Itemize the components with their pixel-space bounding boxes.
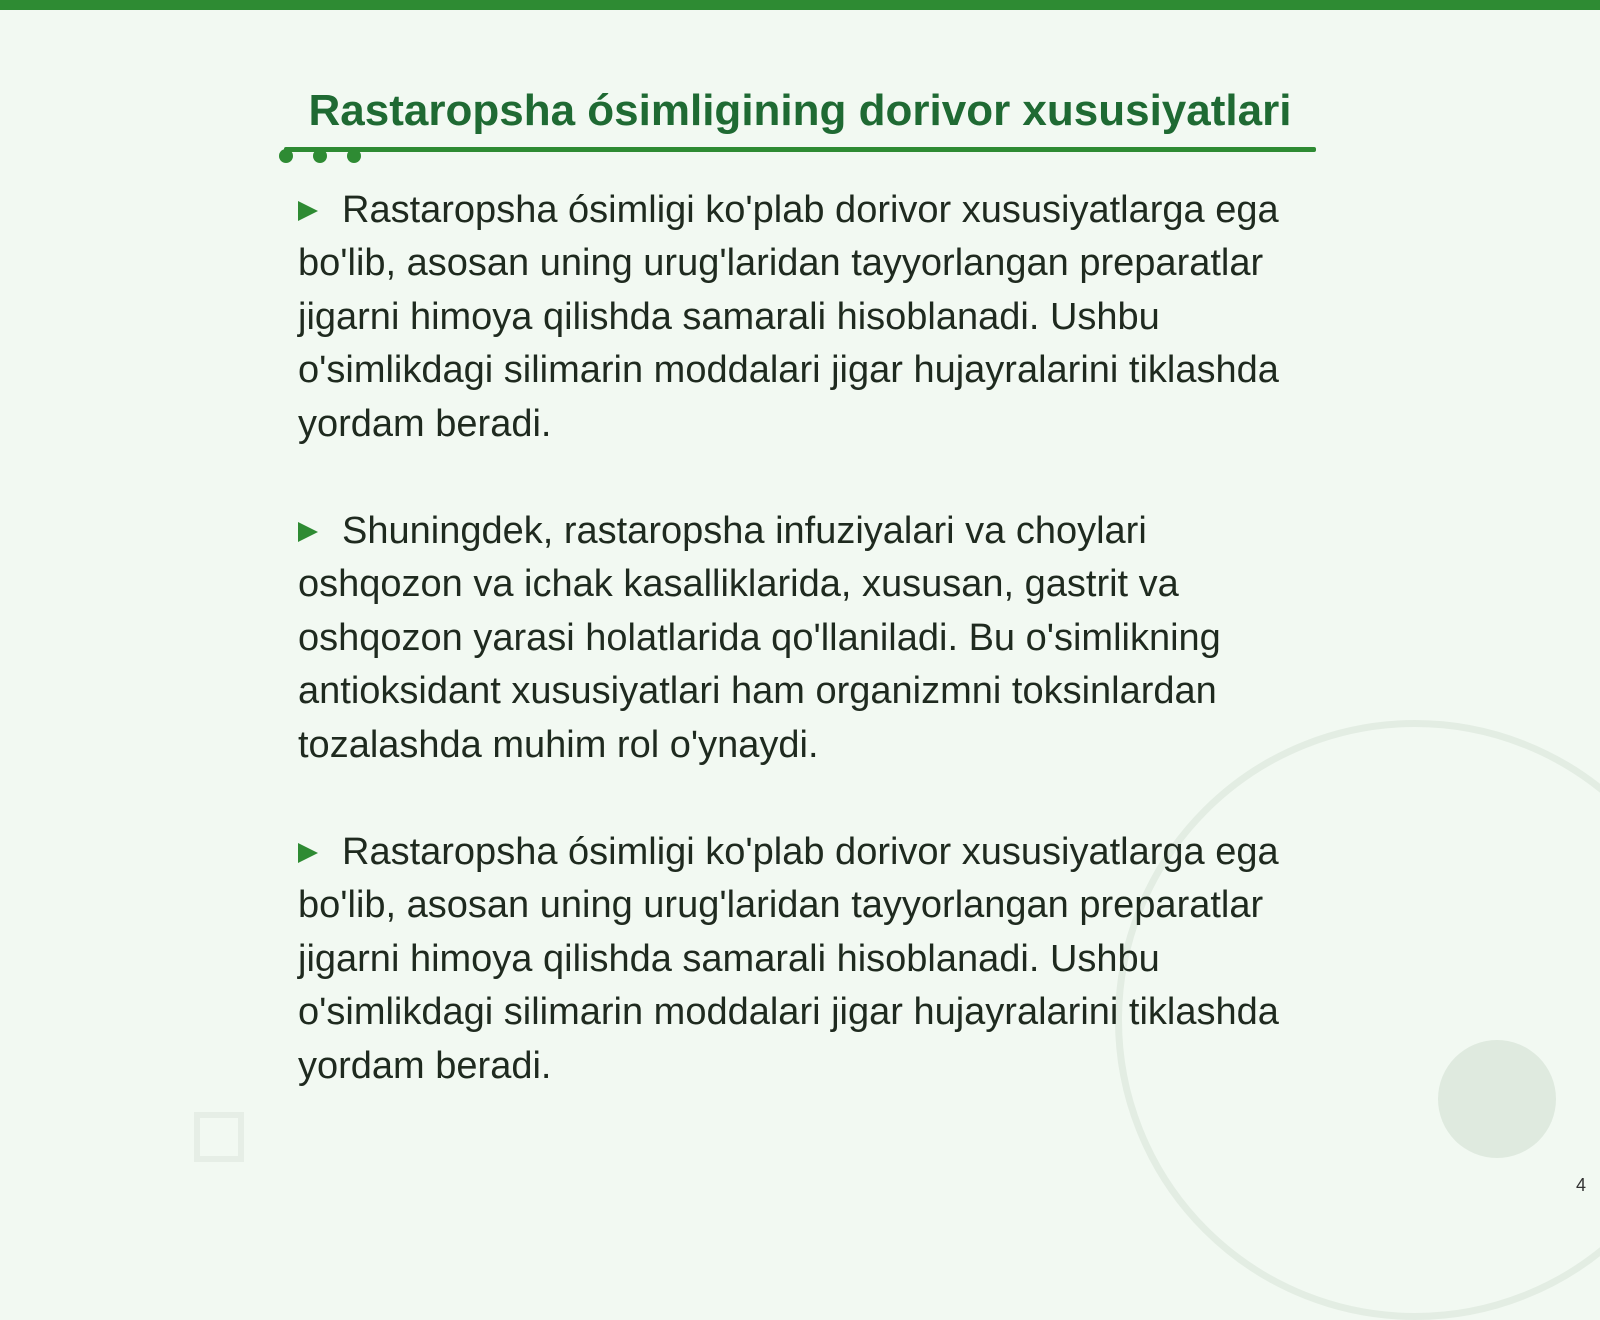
decorative-dot [279,149,293,163]
triangle-right-icon [298,522,318,542]
title-underline [284,147,1316,152]
slide-title: Rastaropsha ósimligining dorivor xususiyatlari [308,86,1292,135]
bullet-list [298,184,1318,1147]
triangle-right-icon [298,201,318,221]
bullet-item [298,826,1318,1093]
decorative-square [194,1112,244,1162]
page-number: 4 [1575,1175,1586,1195]
decorative-dot [347,149,361,163]
bullet-item [298,184,1318,451]
bullet-item [298,505,1318,772]
triangle-right-icon [298,843,318,863]
decorative-circle [1438,1040,1556,1158]
bullet-text: Rastaropsha ósimligi ko'plab dorivor xususiyatlarga ega bo'lib, asosan uning urug'laridan tayyorlangan preparatlar jigarni himoya qilishda samarali hisoblanadi. Ushbu o'simlikdagi silimarin moddalari jigar hujayralarini tiklashda yordam beradi. [298,831,1279,1087]
top-accent-bar [0,0,1600,10]
bullet-text: Rastaropsha ósimligi ko'plab dorivor xususiyatlarga ega bo'lib, asosan uning urug'laridan tayyorlangan preparatlar jigarni himoya qilishda samarali hisoblanadi. Ushbu o'simlikdagi silimarin moddalari jigar hujayralarini tiklashda yordam beradi. [298,189,1279,445]
bullet-text: Shuningdek, rastaropsha infuziyalari va choylari oshqozon va ichak kasalliklarida, xususan, gastrit va oshqozon yarasi holatlarida qo'llaniladi. Bu o'simlikning antioksidant xususiyatlari ham organizmni toksinlardan tozalashda muhim rol o'ynaydi. [298,510,1221,766]
decorative-dot [313,149,327,163]
